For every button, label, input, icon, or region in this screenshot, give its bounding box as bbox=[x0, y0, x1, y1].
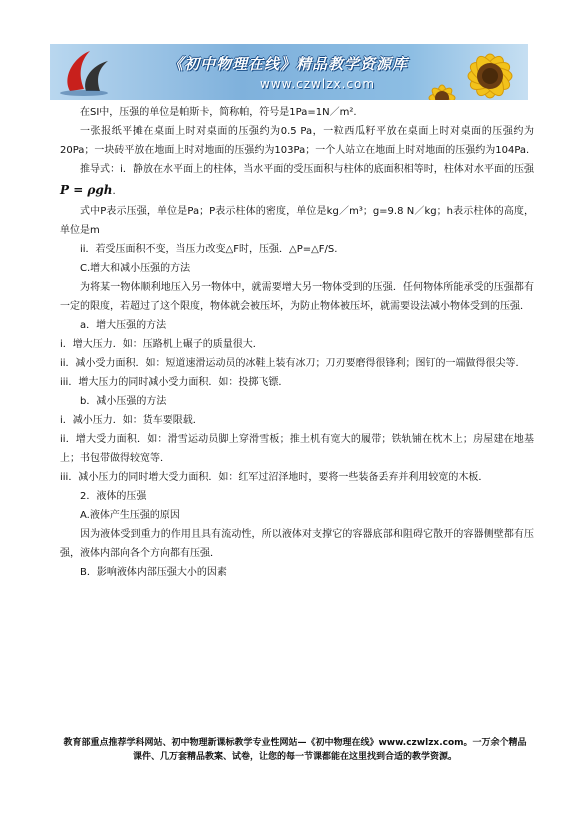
paragraph: 因为液体受到重力的作用且具有流动性，所以液体对支撑它的容器底部和阻碍它散开的容器侧壁都有压强，液体内部向各个方向都有压强． bbox=[60, 528, 534, 559]
list-item: iii．增大压力的同时减小受力面积．如：投掷飞镖． bbox=[60, 376, 289, 388]
paragraph: 一张报纸平摊在桌面上时对桌面的压强约为0.5 Pa，一粒西瓜籽平放在桌面上时对桌面的压强约为20Pa；一块砖平放在地面上时对地面的压强约为103Pa；一个人站立在地面上时对地面的压强约为104Pa. bbox=[60, 126, 534, 156]
list-item: iii．减小压力的同时增大受力面积．如：红军过沼泽地时，要将一些装备丢弃并利用较宽的木板． bbox=[60, 471, 489, 483]
list-item: ii．增大受力面积．如：滑雪运动员脚上穿滑雪板；推土机有宽大的履带；铁轨铺在枕木上；房屋建在地基上；书包带做得较宽等． bbox=[60, 433, 534, 464]
banner-url: www.czwlzx.com bbox=[260, 77, 376, 91]
document-body bbox=[60, 103, 534, 582]
page-footer bbox=[40, 736, 550, 765]
sub-heading: B．影响液体内部压强大小的因素 bbox=[80, 566, 227, 578]
sub-heading: b．减小压强的方法 bbox=[80, 395, 167, 407]
paragraph: 在SI中，压强的单位是帕斯卡，简称帕，符号是1Pa=1N／m². bbox=[80, 107, 357, 118]
pressure-formula: P = ρgh bbox=[60, 183, 113, 197]
paragraph: 式中P表示压强，单位是Pa；P表示柱体的密度，单位是kg／m³；g=9.8 N／kg；h表示柱体的高度，单位是m bbox=[60, 205, 534, 236]
list-item: i．减小压力．如：货车要限载． bbox=[60, 414, 203, 426]
site-logo-icon bbox=[56, 47, 116, 97]
banner-title: 《初中物理在线》精品教学资源库 bbox=[168, 55, 409, 73]
sub-heading: a．增大压强的方法 bbox=[80, 319, 167, 331]
paragraph-derivation bbox=[60, 160, 534, 202]
list-item: i．增大压力．如：压路机上碾子的质量很大． bbox=[60, 338, 263, 350]
site-banner bbox=[50, 44, 528, 100]
formula-suffix: . bbox=[112, 186, 116, 197]
list-item: ii．减小受力面积．如：短道速滑运动员的冰鞋上装有冰刀；刀刃要磨得很锋利；图钉的一端做得很尖等． bbox=[60, 357, 526, 369]
footer-line: 课件、几万套精品教案、试卷，让您的每一节课都能在这里找到合适的教学资源。 bbox=[132, 752, 457, 763]
section-heading: C.增大和减小压强的方法 bbox=[80, 262, 191, 274]
section-heading: 2．液体的压强 bbox=[80, 490, 147, 502]
paragraph-text: 推导式：i．静放在水平面上的柱体，当水平面的受压面积与柱体的底面积相等时，柱体对水平面的压强 bbox=[80, 164, 534, 175]
footer-line: 教育部重点推荐学科网站、初中物理新课标教学专业性网站—《初中物理在线》www.czwlzx.com。一万余个精品 bbox=[63, 738, 527, 748]
paragraph: ii．若受压面积不变，当压力改变△F时，压强．△P=△F/S. bbox=[80, 243, 338, 255]
sunflower-icon bbox=[428, 44, 528, 100]
sub-heading: A.液体产生压强的原因 bbox=[80, 509, 180, 521]
paragraph: 为将某一物体顺利地压入另一物体中，就需要增大另一物体受到的压强．任何物体所能承受的压强都有一定的限度，若超过了这个限度，物体就会被压坏，为防止物体被压坏，就需要设法减小物体受到的压强． bbox=[60, 281, 534, 312]
